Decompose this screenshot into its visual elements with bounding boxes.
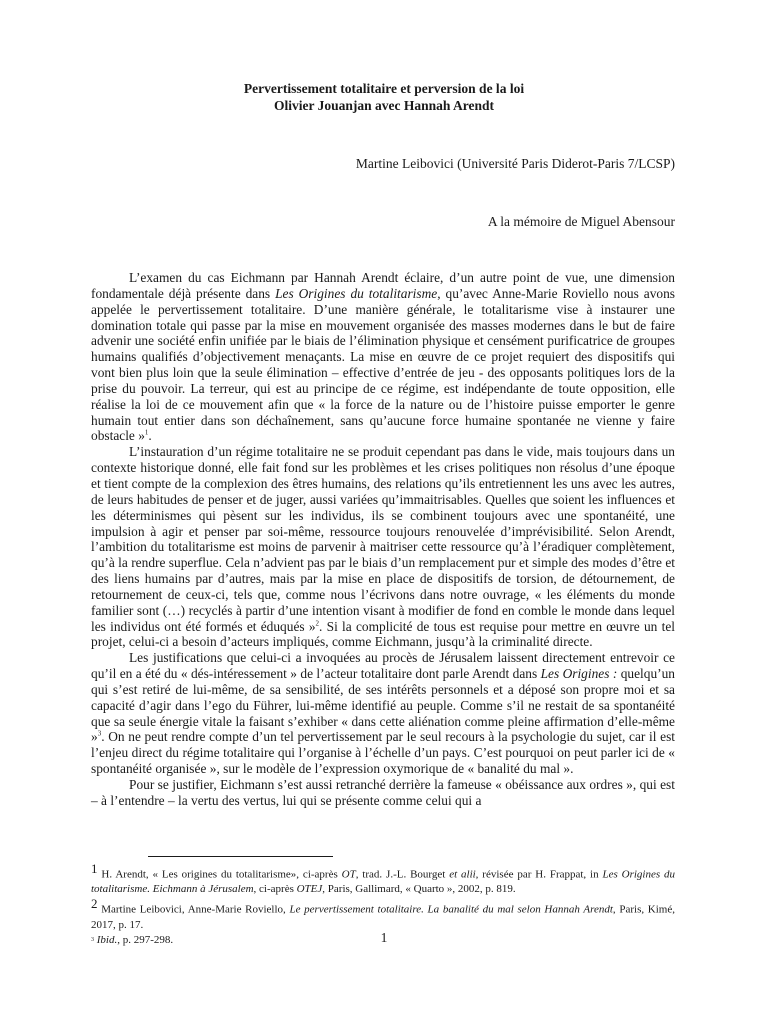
footnote-2: $^2$ Martine Leibovici, Anne-Marie Roviello, Le pervertissement totalitaire. La banalité du mal selon Hannah Arendt, Paris, Kimé, 2017, p. 17. <box>91 896 675 931</box>
document-title <box>0 80 768 114</box>
footnote-ref-2[interactable]: 2 <box>315 619 320 628</box>
dedication: A la mémoire de Miguel Abensour <box>487 214 675 229</box>
paragraph-1: L’examen du cas Eichmann par Hannah Arendt éclaire, d’un autre point de vue, une dimension fondamentale déjà présente dans Les Origines du totalitarisme, qu’avec Anne-Marie Roviello nous avons appelée le pervertissement totalitaire. D’une manière générale, le totalitarisme vise à instaurer une domination totale qui passe par la mise en mouvement organisée des masses modernes dans le but de faire advenir une société enfin unifiée par le biais de l’élimination physique et censément purificatrice de groupes humains qualifiés d’objectivement menaçants. La mise en œuvre de ce projet requiert des dispositifs qui vont bien plus loin que la seule élimination – effective d’entrée de jeu - des opposants politiques lors de la prise du pouvoir. La terreur, qui est au principe de ce régime, est indépendante de toute opposition, elle réalise la loi de ce mouvement afin que « la force de la nature ou de l’histoire puisse emporter le genre humain tout entier dans son déchaînement, sans qu’aucune force humaine spontanée ne vienne y faire obstacle »$^1$. <box>91 270 675 444</box>
footnote-ref-3[interactable]: 3 <box>97 730 102 738</box>
paragraph-3: Les justifications que celui-ci a invoquées au procès de Jérusalem laissent directement entrevoir ce qu’il en a été du « dés-intéressement » de l’acteur totalitaire dont parle Arendt dans Les Origines : quelqu’un qui s’est retiré de lui-même, de sa sensibilité, de ses intérêts personnels et a déposé son propre moi et sa capacité d’agir dans l’ego du Führer, lui-même identifié au peuple. Comme s’il ne restait de sa spontanéité que sa seule énergie vitale la faisant s’exhiber « dans cette aliénation comme pleine affirmation d’elle-même »$^3$. On ne peut rendre compte d’un tel pervertissement par le seul recours à la psychologie du sujet, car il est l’enjeu direct du régime totalitaire qui l’organise à l’échelle d’un pays. C’est pourquoi on peut parler ici de « spontanéité organisée », sur le modèle de l’expression oxymorique de « banalité du mal ». <box>91 650 676 777</box>
body-text <box>91 270 675 809</box>
footnote-ref-1[interactable]: 1 <box>144 428 149 437</box>
title-line-1: Pervertissement totalitaire et perversion de la loi <box>243 81 525 96</box>
footnote-3: $^3$ Ibid., p. 297-298. <box>91 933 174 946</box>
title-line-2: Olivier Jouanjan avec Hannah Arendt <box>273 98 495 113</box>
footnote-separator <box>148 856 333 857</box>
author-affiliation: Martine Leibovici (Université Paris Diderot-Paris 7/LCSP) <box>355 156 675 171</box>
page-number: 1 <box>380 930 388 945</box>
footnote-1: $^1$ H. Arendt, « Les origines du totalitarisme», ci-après OT, trad. J.-L. Bourget et alii, révisée par H. Frappat, in Les Origines du totalitarisme. Eichmann à Jérusalem, ci-après OTEJ, Paris, Gallimard, « Quarto », 2002, p. 819. <box>91 861 676 896</box>
paragraph-4: Pour se justifier, Eichmann s’est aussi retranché derrière la fameuse « obéissance aux ordres », qui est – à l’entendre – la vertu des vertus, lui qui se présente comme celui qui a <box>91 777 675 808</box>
paragraph-2: L’instauration d’un régime totalitaire ne se produit cependant pas dans le vide, mais toujours dans un contexte historique donné, elle fait fond sur les problèmes et les crises politiques non résolus d’une époque et tient compte de la complexion des êtres humains, des relations qu’ils entretiennent les uns avec les autres, de leurs habitudes de penser et de juger, aussi variées qu’immaitrisables. Quelles que soient les influences et les déterminismes qui pèsent sur les individus, ils se combinent toujours avec une spontanéité, une impulsion à agir et penser par soi-même, ressource toujours renouvelée d’imprévisibilité. Selon Arendt, l’ambition du totalitarisme est moins de parvenir à maitriser cette ressource qu’à l’éradiquer complètement, qu’à la rendre superflue. Cela n’advient pas par le biais d’un remplacement pur et simple des modes d’être et des liens humains par d’autres, mais par la mise en place de dispositifs de torsion, de détournement, de retournement de ceux-ci, tels que, comme nous l’écrivons dans notre ouvrage, « les éléments du monde familier sont (…) recyclés à partir d’une intention visant à modifier de fond en comble le monde dans lequel les individus ont été formés et éduqués »$^2$. Si la complicité de tous est requise pour mettre en œuvre un tel projet, celui-ci a besoin d’acteurs impliqués, comme Eichmann, jusqu’à la criminalité directe. <box>91 444 675 650</box>
